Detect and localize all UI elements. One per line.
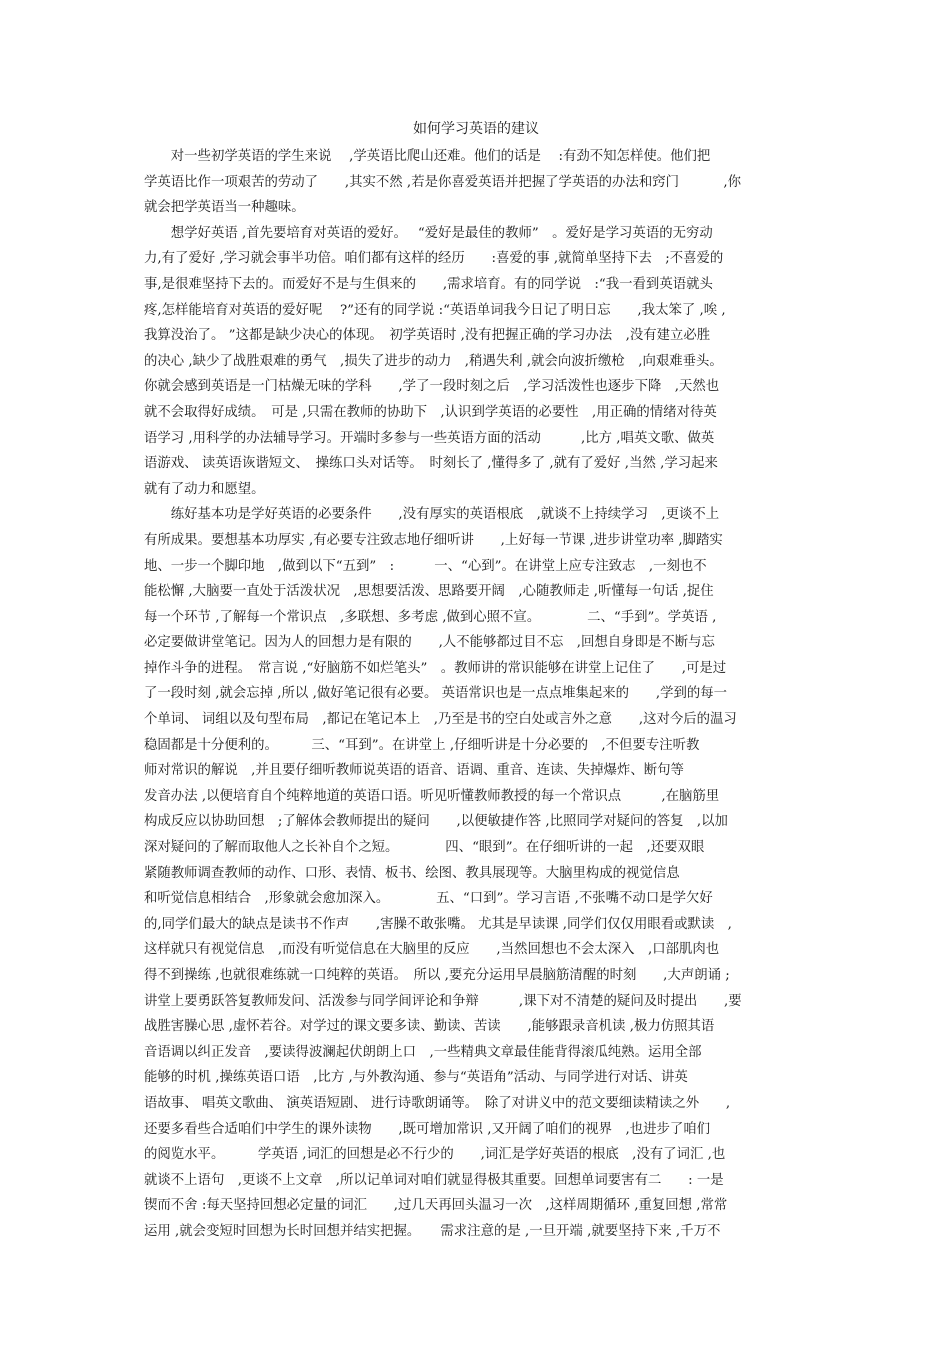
text-line: 就有了动力和愿望。 [144,481,265,497]
text-line: 战胜害臊心思 ,虚怀若谷。对学过的课文要多读、勤读、苦读 ,能够跟录音机读 ,极力仿照其语 [144,1019,715,1035]
text-line: 你就会感到英语是一门枯燥无味的学科 ,学了一段时刻之后 ,学习活泼性也逐步下降 ,天然也 [144,379,720,395]
text-line: 力,有了爱好 ,学习就会事半功倍。咱们都有这样的经历 :喜爱的事 ,就简单坚持下去 ;不喜爱的 [144,251,724,267]
text-line: 必定要做讲堂笔记。因为人的回想力是有限的 ,人不能够都过目不忘 ,回想自身即是不断与忘 [144,635,715,651]
text-line: 疼,怎样能培育对英语的爱好呢 ?”还有的同学说 :“英语单词我今日记了明日忘 ,我太笨了 ,唉 , [144,302,726,318]
text-line: 对一些初学英语的学生来说 ,学英语比爬山还难。他们的话是 :有劲不知怎样使。他们把 [144,149,711,164]
text-line: 发音办法 ,以便培育自个纯粹地道的英语口语。听见听懂教师教授的每一个常识点 ,在脑筋里 [144,788,720,804]
text-line: 掉作斗争的进程。 常言说 ,“好脑筋不如烂笔头” 。教师讲的常识能够在讲堂上记住了 ,可是过 [144,660,727,676]
text-line: 的决心 ,缺少了战胜艰难的勇气 ,损失了进步的动力 ,稍遇失利 ,就会向波折缴枪 ,向艰难垂头。 [144,353,723,369]
text-line: 师对常识的解说 ,并且要仔细听教师说英语的语音、语调、重音、连读、失掉爆炸、断句等 [144,763,684,779]
text-line: 能够的时机 ,操练英语口语 ,比方 ,与外教沟通、参与“英语角”活动、与同学进行对话、讲英 [144,1070,688,1086]
text-line: 紧随教师调查教师的动作、口形、表情、板书、绘图、教具展现等。大脑里构成的视觉信息 [144,865,680,881]
text-line: 锲而不舍 :每天坚持回想必定量的词汇 ,过几天再回头温习一次 ,这样周期循环 ,重复回想 ,常常 [144,1198,728,1214]
text-line: 稳固都是十分便利的。 三、“耳到”。在讲堂上 ,仔细听讲是十分必要的 ,不但要专注听教 [144,737,700,753]
text-line: 就不会取得好成绩。 可是 ,只需在教师的协助下 ,认识到学英语的必要性 ,用正确的情绪对待英 [144,404,717,420]
text-line: 深对疑问的了解而取他人之长补自个之短。 四、“眼到”。在仔细听讲的一起 ,还要双眼 [144,840,705,856]
text-line: 地、一步一个脚印地 ,做到以下“五到” : 一、“心到”。在讲堂上应专注致志 ,一刻也不 [144,558,707,574]
document-page [144,118,808,1245]
text-line: 的阅览水平。 学英语 ,词汇的回想是必不行少的 ,词汇是学好英语的根底 ,没有了词汇 ,也 [144,1147,726,1163]
text-line: 得不到操练 ,也就很难练就一口纯粹的英语。 所以 ,要充分运用早晨脑筋清醒的时刻 ,大声朗诵 ; [144,968,730,983]
text-line: 能松懈 ,大脑要一直处于活泼状况 ,思想要活泼、思路要开阔 ,心随教师走 ,听懂每一句话 ,捉住 [144,584,714,600]
text-line: 讲堂上要勇跃答复教师发问、活泼参与同学间评论和争辩 ,课下对不清楚的疑问及时提出 ,要 [144,993,742,1009]
text-line: 语游戏、 读英语诙谐短文、 操练口头对话等。 时刻长了 ,懂得多了 ,就有了爱好 ,当然 ,学习起来 [144,456,718,472]
text-line: 语学习 ,用科学的办法辅导学习。开端时多参与一些英语方面的活动 ,比方 ,唱英文歌、做英 [144,430,715,446]
text-line: 语故事、 唱英文歌曲、 演英语短剧、 进行诗歌朗诵等。 除了对讲义中的范文要细读精读之外 , [144,1095,731,1111]
text-line: 有所成果。要想基本功厚实 ,有必要专注致志地仔细听讲 ,上好每一节课 ,进步讲堂功率 ,脚踏实 [144,532,723,548]
text-line: 学英语比作一项艰苦的劳动了 ,其实不然 ,若是你喜爱英语并把握了学英语的办法和窍门 ,你 [144,174,742,190]
text-line: 就谈不上语句 ,更谈不上文章 ,所以记单词对咱们就显得极其重要。回想单词要害有二 : 一是 [144,1172,724,1188]
text-line: 运用 ,就会变短时回想为长时回想并结实把握。 需求注意的是 ,一旦开端 ,就要坚持下来 ,千万不 [144,1223,721,1239]
text-line: 构成反应以协助回想 ;了解体会教师提出的疑问 ,以便敏捷作答 ,比照同学对疑问的答复 ,以加 [144,814,728,830]
text-line: 我算没治了。 ”这都是缺少决心的体现。 初学英语时 ,没有把握正确的学习办法 ,没有建立必胜 [144,328,711,344]
text-line: 这样就只有视觉信息 ,而没有听觉信息在大脑里的反应 ,当然回想也不会太深入 ,口部肌肉也 [144,942,720,958]
text-line: 每一个环节 ,了解每一个常识点 ,多联想、多考虑 ,做到心照不宣。 二、“手到”。学英语 , [144,609,717,625]
text-line: 事,是很难坚持下去的。而爱好不是与生俱来的 ,需求培育。有的同学说 :“我一看到英语就头 [144,276,713,292]
text-line: 练好基本功是学好英语的必要条件 ,没有厚实的英语根底 ,就谈不上持续学习 ,更谈不上 [144,507,720,523]
document-body [144,144,808,1245]
text-line: 想学好英语 ,首先要培育对英语的爱好。 “爱好是最佳的教师” 。爱好是学习英语的无穷动 [144,225,713,241]
text-line: 了一段时刻 ,就会忘掉 ,所以 ,做好笔记很有必要。 英语常识也是一点点堆集起来的 ,学到的每一 [144,686,728,702]
text-line: 就会把学英语当一种趣味。 [144,200,305,216]
text-line: 的,同学们最大的缺点是读书不作声 ,害臊不敢张嘴。 尤其是早读课 ,同学们仅仅用眼看或默读 , [144,916,732,932]
text-line: 音语调以纠正发音 ,要读得波澜起伏朗朗上口 ,一些精典文章最佳能背得滚瓜纯熟。运用全部 [144,1044,702,1060]
text-line: 还要多看些合适咱们中学生的课外读物 ,既可增加常识 ,又开阔了咱们的视界 ,也进步了咱们 [144,1121,711,1137]
text-line: 个单词、 词组以及句型布局 ,都记在笔记本上 ,乃至是书的空白处或言外之意 ,这对今后的温习 [144,712,737,728]
document-title: 如何学习英语的建议 [413,121,539,137]
text-line: 和听觉信息相结合 ,形象就会愈加深入。 五、“口到”。学习言语 ,不张嘴不动口是学欠好 [144,891,713,907]
